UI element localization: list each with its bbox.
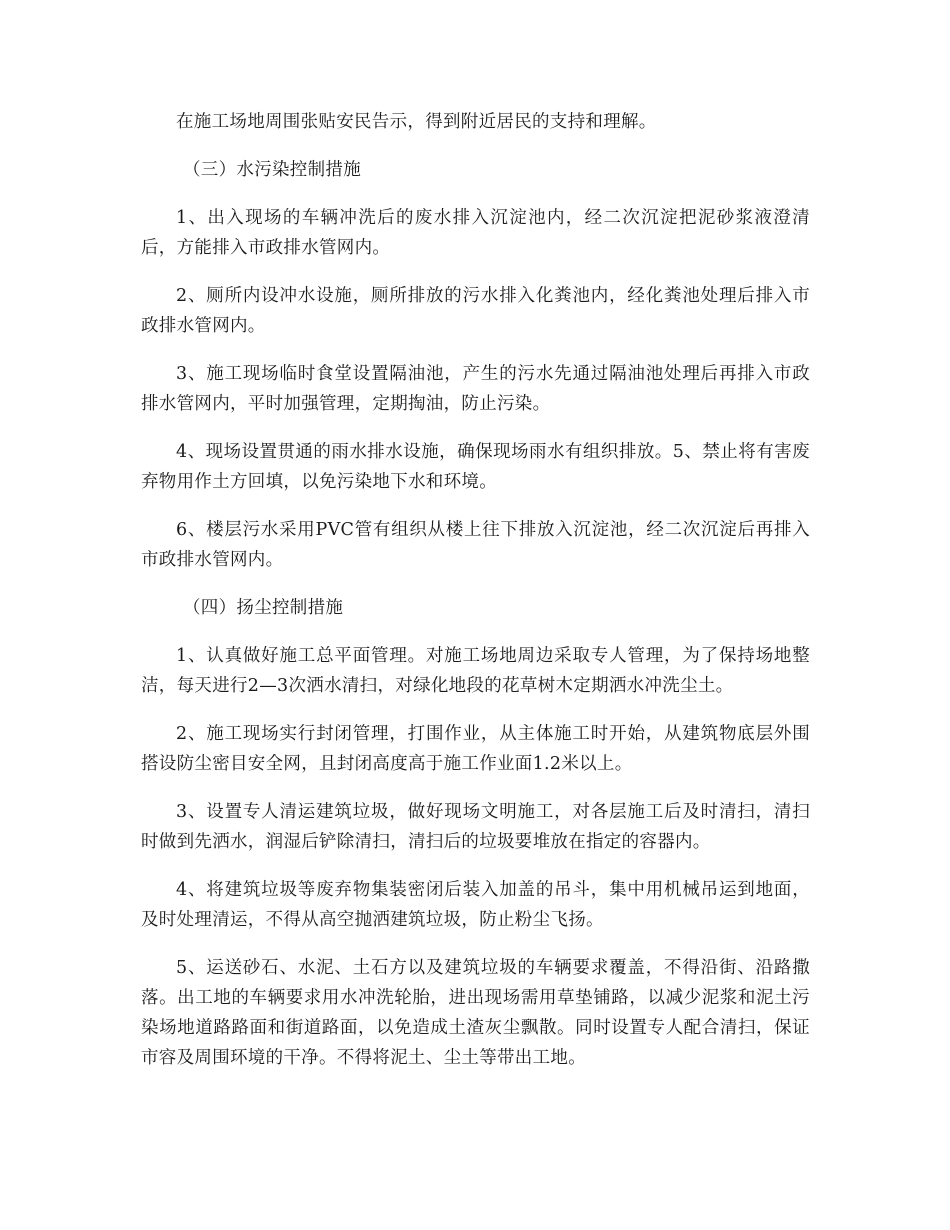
paragraph-water-3: 3、施工现场临时食堂设置隔油池，产生的污水先通过隔油池处理后再排入市政排水管网内，平时加强管理，定期掏油，防止污染。 xyxy=(141,364,810,414)
paragraph-dust-5: 5、运送砂石、水泥、土石方以及建筑垃圾的车辆要求覆盖，不得沿街、沿路撒落。出工地的车辆要求用水冲洗轮胎，进出现场需用草垫铺路，以减少泥浆和泥土污染场地道路路面和街道路面，以免造成土渣灰尘飘散。同时设置专人配合清扫，保证市容及周围环境的干净。不得将泥土、尘土等带出工地。 xyxy=(141,958,810,1068)
section-heading-dust-control: （四）扬尘控制措施 xyxy=(183,598,344,618)
paragraph-water-6: 6、楼层污水采用PVC管有组织从楼上往下排放入沉淀池，经二次沉淀后再排入市政排水管网内。 xyxy=(141,520,810,570)
paragraph-water-4-5: 4、现场设置贯通的雨水排水设施，确保现场雨水有组织排放。5、禁止将有害废弃物用作土方回填，以免污染地下水和环境。 xyxy=(141,442,810,492)
paragraph-dust-1: 1、认真做好施工总平面管理。对施工场地周边采取专人管理，为了保持场地整洁，每天进行2—3次洒水清扫，对绿化地段的花草树木定期洒水冲洗尘土。 xyxy=(141,646,810,696)
paragraph-water-2: 2、厕所内设冲水设施，厕所排放的污水排入化粪池内，经化粪池处理后排入市政排水管网内。 xyxy=(141,286,810,336)
paragraph-notice: 在施工场地周围张贴安民告示，得到附近居民的支持和理解。 xyxy=(176,112,657,132)
paragraph-water-1: 1、出入现场的车辆冲洗后的废水排入沉淀池内，经二次沉淀把泥砂浆液澄清后，方能排入市政排水管网内。 xyxy=(141,208,810,258)
paragraph-dust-4: 4、将建筑垃圾等废弃物集装密闭后装入加盖的吊斗，集中用机械吊运到地面，及时处理清运，不得从高空抛洒建筑垃圾，防止粉尘飞扬。 xyxy=(141,880,810,930)
paragraph-dust-2: 2、施工现场实行封闭管理，打围作业，从主体施工时开始，从建筑物底层外围搭设防尘密目安全网，且封闭高度高于施工作业面1.2米以上。 xyxy=(141,724,810,774)
paragraph-dust-3: 3、设置专人清运建筑垃圾，做好现场文明施工，对各层施工后及时清扫，清扫时做到先洒水，润湿后铲除清扫，清扫后的垃圾要堆放在指定的容器内。 xyxy=(141,802,810,852)
section-heading-water-pollution: （三）水污染控制措施 xyxy=(183,160,361,180)
